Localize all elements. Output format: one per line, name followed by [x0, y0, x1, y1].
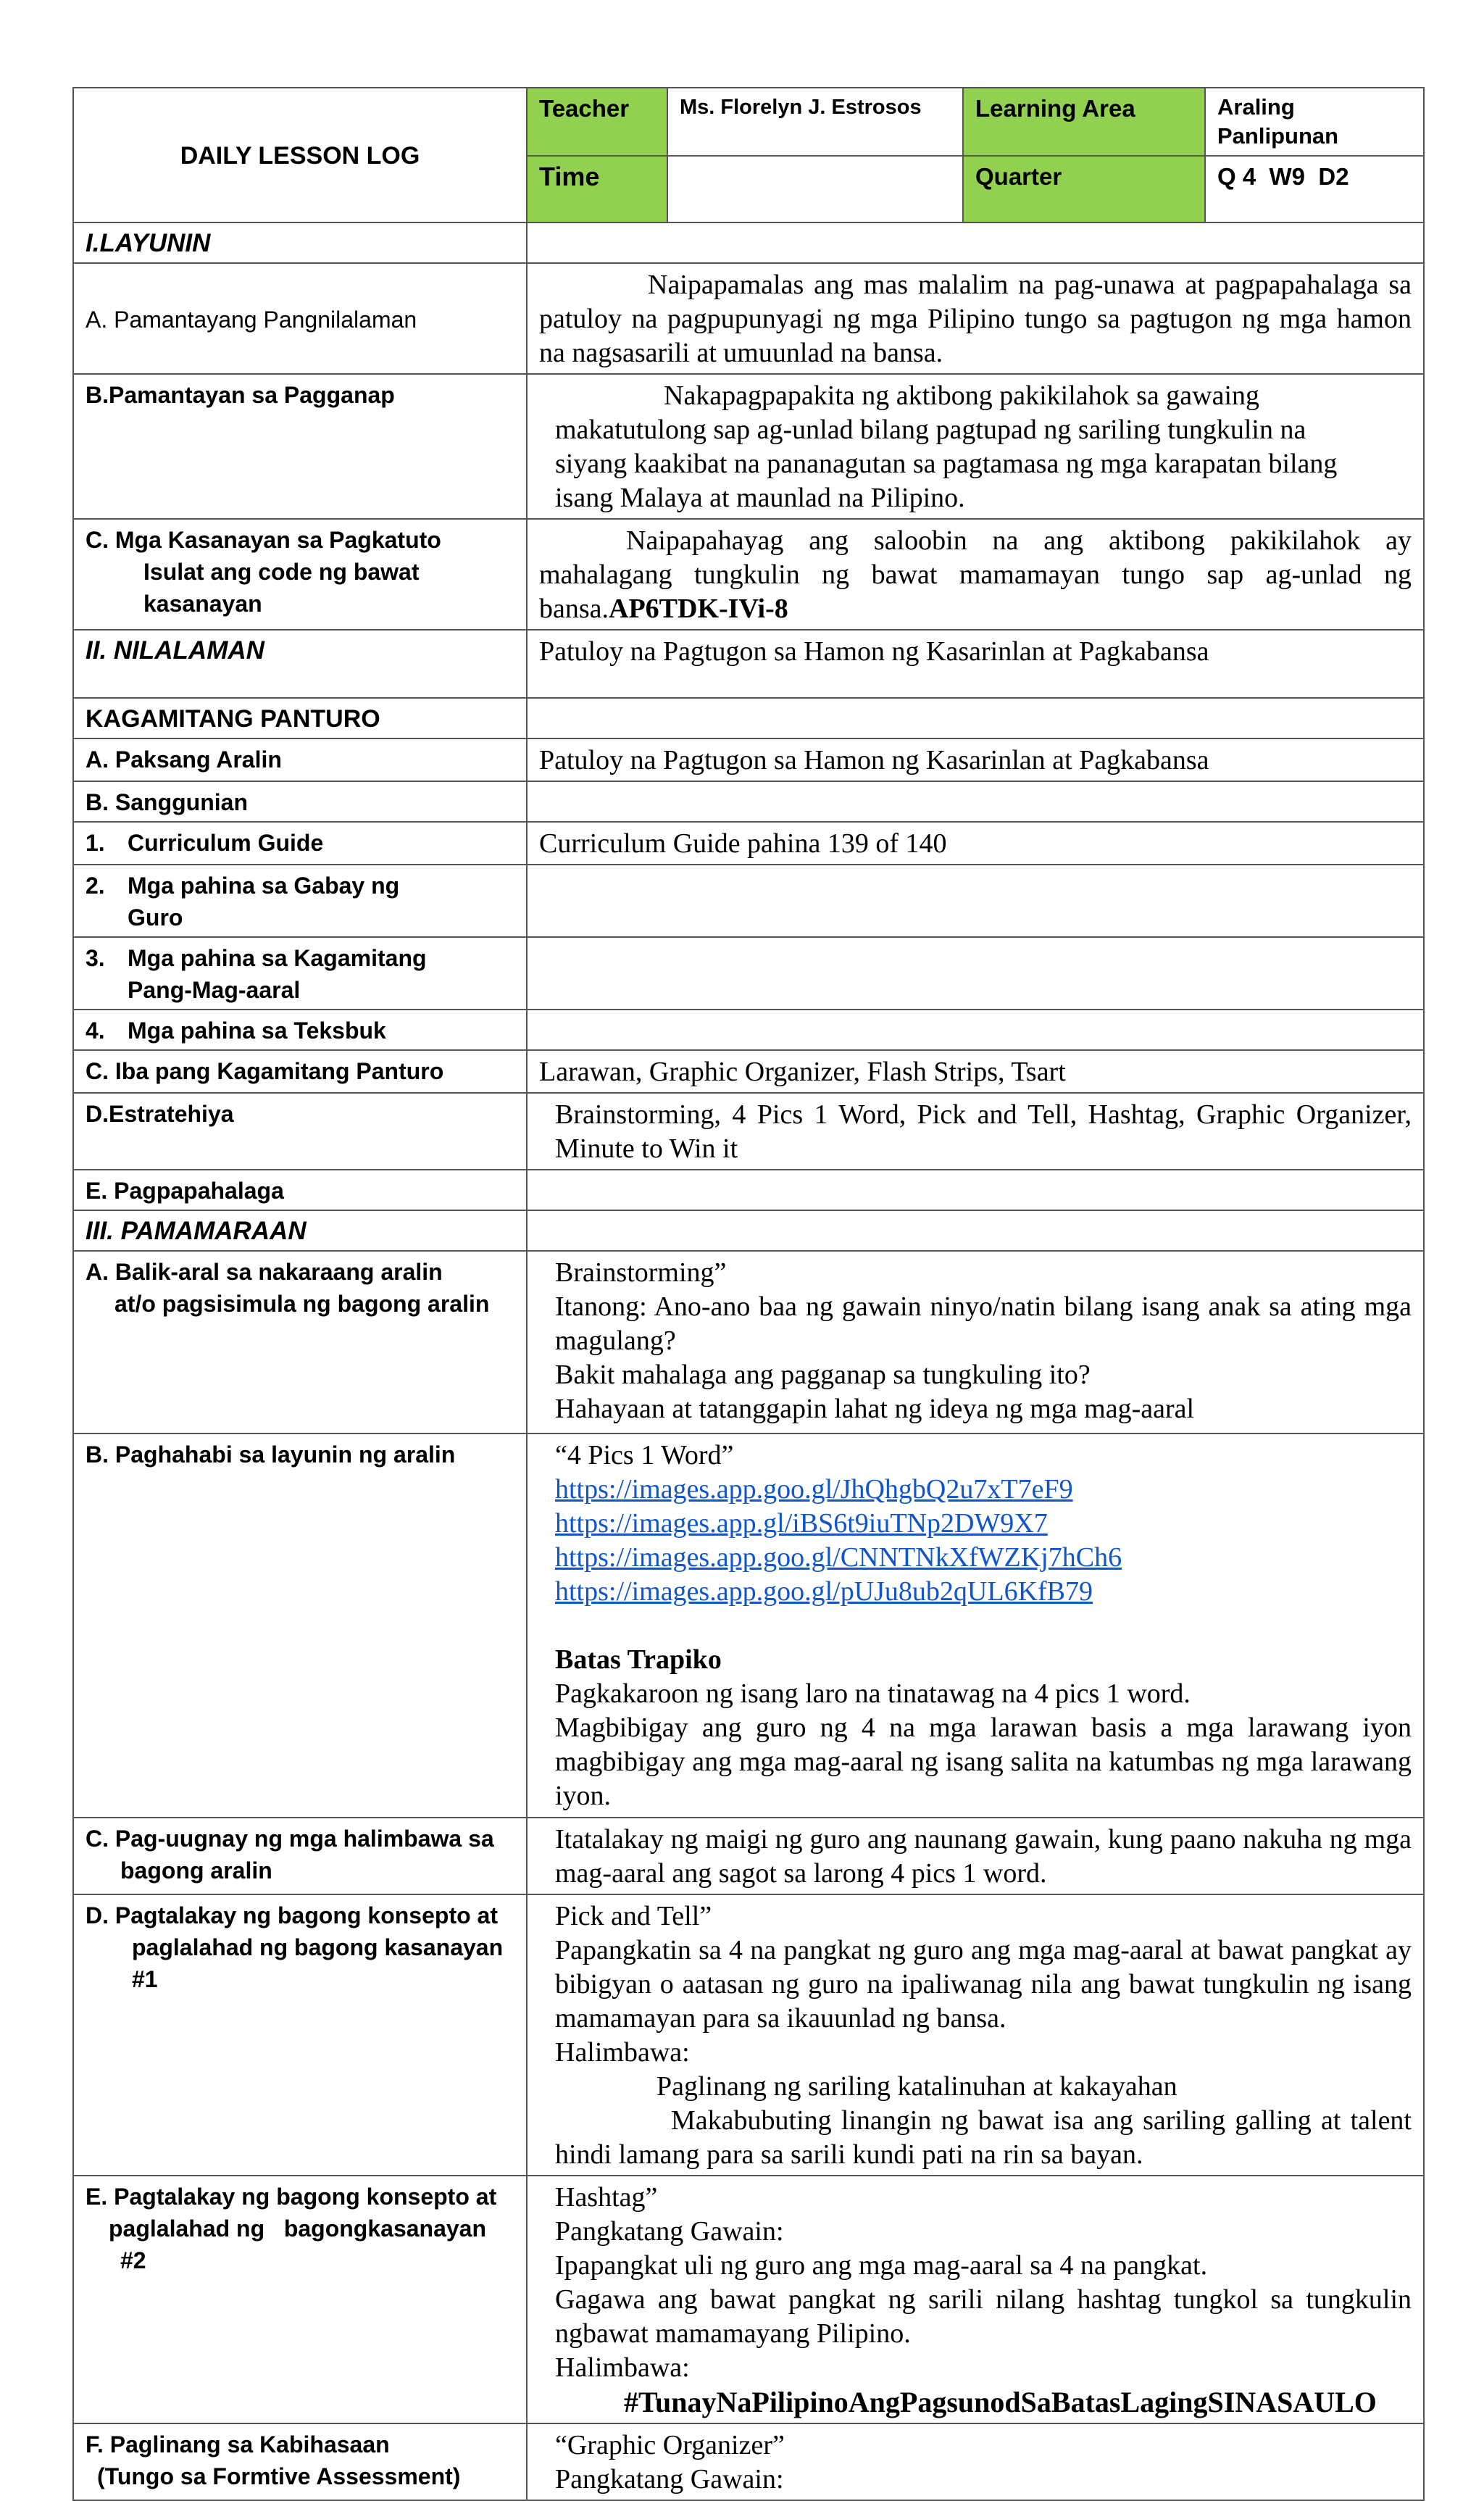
pamantayang-text: Naipapamalas ang mas malalim na pag-unawa at pagpapahalaga sa patuloy na pagpupunyagi ng mga Pilipino tungo sa pagtugon ng mga hamon na nagsasarili at umuunlad na bansa. — [539, 270, 1412, 368]
learning-area-label: Learning Area — [975, 95, 1135, 122]
sub-item-3-label-cell — [73, 937, 527, 1010]
kasanayan-code: AP6TDK-IVi-8 — [609, 594, 788, 624]
paghahabi-line-1: Pagkakaroon ng isang laro na tinatawag na 4 pics 1 word. — [555, 1678, 1191, 1709]
balik-text-cell — [527, 1251, 1424, 1433]
paghahabi-title: “4 Pics 1 Word” — [555, 1440, 734, 1470]
pamantayang-text-cell — [527, 263, 1424, 374]
quarter-value: Q 4 W9 D2 — [1217, 163, 1349, 190]
nilalaman-label-cell — [73, 630, 527, 698]
sub-item-4-num: 4. — [86, 1018, 105, 1044]
nilalaman-text-cell — [527, 630, 1424, 698]
paghahabi-line-2: Magbibigay ang guro ng 4 na mga larawan basis a mga larawang iyon magbibigay ang mga mag-aaral ng isang salita na katumbas ng mga larawang iyon. — [555, 1713, 1412, 1811]
sub-item-4-value-cell — [527, 1010, 1424, 1050]
pagtalakay-2-label-2: paglalahad ng bagongkasanayan — [109, 2215, 487, 2242]
iba-label: C. Iba pang Kagamitang Panturo — [86, 1058, 444, 1084]
teacher-value-cell — [667, 88, 963, 156]
pagtalakay-2-line-4: Gagawa ang bawat pangkat ng sarili nilang hashtag tungkol sa tungkulin ngbawat mamamayang Pilipino. — [555, 2284, 1412, 2349]
kasanayan-label-2: Isulat ang code ng bawat kasanayan — [143, 559, 420, 617]
sub-item-4-label-cell — [73, 1010, 527, 1050]
sub-item-3-label: Mga pahina sa Kagamitang Pang-Mag-aaral — [128, 945, 427, 1003]
pagtalakay-1-line-2: Papangkatin sa 4 na pangkat ng guro ang mga mag-aaral at bawat pangkat ay bibigyan o aatasan ng guro na ipaliwanag nila ang bawat tungkulin ng isang mamamayan para sa ikauunlad ng bansa. — [555, 1935, 1412, 2034]
estratehiya-label-cell — [73, 1093, 527, 1170]
layunin-label-cell — [73, 222, 527, 263]
dll-title-cell — [73, 88, 527, 222]
paglinang-line-1: “Graphic Organizer” — [555, 2430, 785, 2460]
pagtalakay-2-line-5: Halimbawa: — [555, 2352, 690, 2383]
balik-line-1: Brainstorming” — [555, 1257, 727, 1288]
kasanayan-text: Naipapahayag ang saloobin na ang aktibong pakikilahok ay mahalagang tungkulin ng bawat mamamayan tungo sap ag-unlad ng bansa. — [539, 525, 1412, 624]
pagtalakay-1-line-5: Makabubuting linangin ng bawat isa ang sariling galling at talent hindi lamang para sa sarili kundi pati na rin sa bayan. — [555, 2105, 1412, 2170]
estratehiya-label: D.Estratehiya — [86, 1101, 234, 1127]
paglinang-label-1: F. Paglinang sa Kabihasaan — [86, 2431, 390, 2458]
pagtalakay-2-line-2: Pangkatang Gawain: — [555, 2216, 784, 2247]
pag-uugnay-label-1: C. Pag-uugnay ng mga halimbawa sa — [86, 1826, 494, 1852]
paksa-text-cell — [527, 738, 1424, 781]
paglinang-label-2: (Tungo sa Formtive Assessment) — [97, 2463, 461, 2489]
pamantayang-label-cell — [73, 263, 527, 374]
iba-text: Larawan, Graphic Organizer, Flash Strips, Tsart — [539, 1057, 1066, 1087]
pagtalakay-1-line-1: Pick and Tell” — [555, 1901, 712, 1931]
kasanayan-label-1: C. Mga Kasanayan sa Pagkatuto — [86, 527, 441, 553]
pag-uugnay-label-cell — [73, 1818, 527, 1894]
kagamitan-value-cell — [527, 698, 1424, 738]
paghahabi-text-cell — [527, 1433, 1424, 1818]
pagpapahalaga-label-cell — [73, 1170, 527, 1210]
image-link-1[interactable]: https://images.app.goo.gl/JhQhgbQ2u7xT7eF9 — [555, 1474, 1073, 1505]
pamantayang-label: A. Pamantayang Pangnilalaman — [86, 306, 417, 333]
paglinang-label-cell — [73, 2423, 527, 2500]
daily-lesson-log-table — [72, 87, 1425, 2501]
kagamitan-label: KAGAMITANG PANTURO — [86, 705, 380, 733]
pagtalakay-1-label-3: #1 — [132, 1966, 158, 1992]
pagtalakay-1-label-1: D. Pagtalakay ng bagong konsepto at — [86, 1902, 498, 1928]
sub-item-2-label: Mga pahina sa Gabay ng Guro — [128, 873, 400, 931]
pag-uugnay-label-2: bagong aralin — [120, 1857, 272, 1884]
teacher-label-cell — [527, 88, 667, 156]
paksa-label-cell — [73, 738, 527, 781]
pagtalakay-1-text-cell — [527, 1894, 1424, 2176]
estratehiya-text: Brainstorming, 4 Pics 1 Word, Pick and Tell, Hashtag, Graphic Organizer, Minute to Win it — [555, 1099, 1412, 1164]
quarter-value-cell — [1205, 156, 1424, 222]
pag-uugnay-text: Itatalakay ng maigi ng guro ang naunang gawain, kung paano nakuha ng mga mag-aaral ang sagot sa larong 4 pics 1 word. — [555, 1824, 1412, 1889]
balik-label-2: at/o pagsisimula ng bagong aralin — [114, 1291, 490, 1317]
pagganap-label: B.Pamantayan sa Pagganap — [86, 382, 395, 408]
learning-area-value: Araling Panlipunan — [1217, 94, 1339, 149]
paghahabi-bold: Batas Trapiko — [555, 1644, 722, 1675]
quarter-label: Quarter — [975, 163, 1062, 190]
pagtalakay-2-label-1: E. Pagtalakay ng bagong konsepto at — [86, 2184, 497, 2210]
paksa-text: Patuloy na Pagtugon sa Hamon ng Kasarinlan at Pagkabansa — [539, 745, 1209, 775]
learning-area-value-cell — [1205, 88, 1424, 156]
iba-label-cell — [73, 1050, 527, 1093]
sanggunian-label-cell — [73, 781, 527, 822]
pagtalakay-2-label-3: #2 — [120, 2247, 146, 2273]
pagpapahalaga-label: E. Pagpapahalaga — [86, 1178, 284, 1204]
sub-item-4-label: Mga pahina sa Teksbuk — [128, 1018, 386, 1044]
paksa-label: A. Paksang Aralin — [86, 746, 282, 773]
pagtalakay-2-line-1: Hashtag” — [555, 2182, 658, 2213]
pag-uugnay-text-cell — [527, 1818, 1424, 1894]
section-pamamaraan: III. PAMAMARAAN — [86, 1217, 307, 1245]
nilalaman-text: Patuloy na Pagtugon sa Hamon ng Kasarinlan at Pagkabansa — [539, 636, 1209, 667]
sub-item-1-value: Curriculum Guide pahina 139 of 140 — [539, 828, 947, 859]
pagtalakay-1-label-cell — [73, 1894, 527, 2176]
sub-item-3-value-cell — [527, 937, 1424, 1010]
balik-line-4: Hahayaan at tatanggapin lahat ng ideya ng mga mag-aaral — [555, 1394, 1195, 1424]
dll-title: DAILY LESSON LOG — [180, 142, 420, 170]
pagganap-text: Nakapagpapakita ng aktibong pakikilahok sa gawaing makatutulong sap ag-unlad bilang pagtupad ng sariling tungkulin na siyang kaakibat na pananagutan sa pagtamasa ng mga karapatan bilang isang Malaya at maunlad na Pilipino. — [555, 380, 1338, 513]
paghahabi-label-cell — [73, 1433, 527, 1818]
sub-item-2-num: 2. — [86, 873, 105, 899]
pagtalakay-1-label-2: paglalahad ng bagong kasanayan — [132, 1934, 504, 1960]
sub-item-3-num: 3. — [86, 945, 105, 971]
kasanayan-label-cell — [73, 519, 527, 630]
image-link-4[interactable]: https://images.app.goo.gl/pUJu8ub2qUL6KfB79 — [555, 1576, 1093, 1607]
paglinang-line-2: Pangkatang Gawain: — [555, 2464, 784, 2494]
section-layunin: I.LAYUNIN — [86, 229, 211, 257]
balik-line-3: Bakit mahalaga ang pagganap sa tungkuling ito? — [555, 1360, 1091, 1390]
pagpapahalaga-value-cell — [527, 1170, 1424, 1210]
pagtalakay-2-hashtag: #TunayNaPilipinoAngPagsunodSaBatasLagingSINASAULO — [624, 2386, 1377, 2418]
sub-item-2-label-cell — [73, 865, 527, 937]
pagtalakay-2-line-3: Ipapangkat uli ng guro ang mga mag-aaral sa 4 na pangkat. — [555, 2250, 1208, 2281]
sub-item-1-label-cell — [73, 822, 527, 865]
pagtalakay-2-label-cell — [73, 2176, 527, 2423]
sanggunian-label: B. Sanggunian — [86, 789, 248, 815]
iba-text-cell — [527, 1050, 1424, 1093]
balik-label-cell — [73, 1251, 527, 1433]
pagtalakay-2-text-cell — [527, 2176, 1424, 2423]
kasanayan-text-cell — [527, 519, 1424, 630]
kagamitan-label-cell — [73, 698, 527, 738]
section-nilalaman: II. NILALAMAN — [86, 636, 264, 665]
balik-line-2: Itanong: Ano-ano baa ng gawain ninyo/natin bilang isang anak sa ating mga magulang? — [555, 1291, 1412, 1356]
pagtalakay-1-line-4: Paglinang ng sariling katalinuhan at kakayahan — [656, 2071, 1177, 2102]
pagganap-text-cell — [527, 374, 1424, 519]
estratehiya-text-cell — [527, 1093, 1424, 1170]
paghahabi-label: B. Paghahabi sa layunin ng aralin — [86, 1441, 456, 1468]
learning-area-label-cell — [963, 88, 1205, 156]
layunin-value-cell — [527, 222, 1424, 263]
teacher-value: Ms. Florelyn J. Estrosos — [680, 96, 922, 119]
time-label: Time — [539, 162, 600, 191]
paglinang-text-cell — [527, 2423, 1424, 2500]
image-link-2[interactable]: https://images.app.gl/iBS6t9iuTNp2DW9X7 — [555, 1508, 1048, 1539]
pamamaraan-label-cell — [73, 1210, 527, 1251]
sub-item-1-label: Curriculum Guide — [128, 830, 324, 856]
quarter-label-cell — [963, 156, 1205, 222]
pagganap-label-cell — [73, 374, 527, 519]
sub-item-2-value-cell — [527, 865, 1424, 937]
balik-label-1: A. Balik-aral sa nakaraang aralin — [86, 1259, 443, 1285]
time-label-cell — [527, 156, 667, 222]
sub-item-1-num: 1. — [86, 830, 105, 856]
image-link-3[interactable]: https://images.app.goo.gl/CNNTNkXfWZKj7hCh6 — [555, 1542, 1122, 1573]
teacher-label: Teacher — [539, 95, 630, 122]
sanggunian-value-cell — [527, 781, 1424, 822]
pamamaraan-value-cell — [527, 1210, 1424, 1251]
time-value-cell — [667, 156, 963, 222]
pagtalakay-1-line-3: Halimbawa: — [555, 2037, 690, 2068]
sub-item-1-value-cell — [527, 822, 1424, 865]
